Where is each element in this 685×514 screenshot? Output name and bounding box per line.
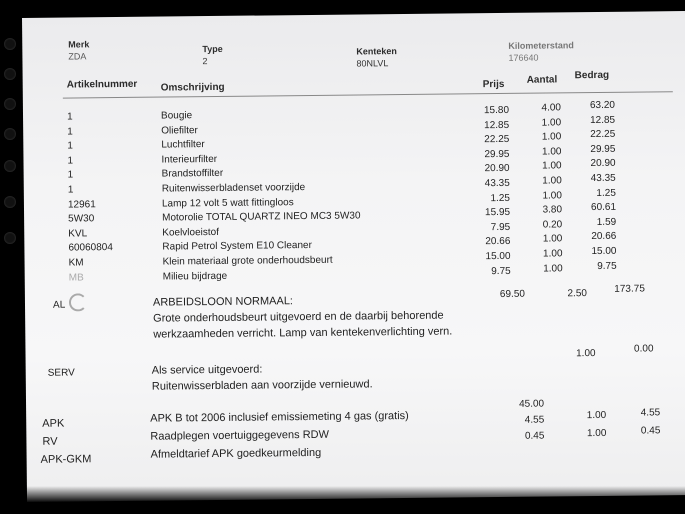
punch-hole-icon <box>4 128 16 140</box>
item-bedrag: 20.66 <box>591 231 617 243</box>
item-prijs: 20.90 <box>484 163 510 175</box>
item-artikelnummer: 1 <box>67 184 74 196</box>
punch-hole-icon <box>4 38 16 50</box>
type-value: 2 <box>202 56 208 67</box>
col-omschrijving: Omschrijving <box>160 81 225 94</box>
labor-aantal: 2.50 <box>567 288 587 300</box>
item-omschrijving: Rapid Petrol System E10 Cleaner <box>162 240 312 253</box>
item-artikelnummer: 12961 <box>67 198 96 211</box>
item-artikelnummer: 1 <box>67 140 73 152</box>
apk-desc: APK B tot 2006 inclusief emissiemeting 4 gas (gratis) <box>150 409 409 425</box>
item-bedrag: 1.25 <box>596 187 616 199</box>
rv-aantal: 1.00 <box>586 427 607 440</box>
labor-title: ARBEIDSLOON NORMAAL: <box>152 295 294 309</box>
rv-bedrag: 0.45 <box>640 425 661 437</box>
punch-hole-icon <box>4 68 16 80</box>
service-code: SERV <box>47 367 75 379</box>
item-artikelnummer: 1 <box>66 111 73 123</box>
item-prijs: 12.85 <box>484 119 510 131</box>
item-artikelnummer: KM <box>68 257 84 269</box>
item-artikelnummer: 60060804 <box>68 242 113 254</box>
punch-hole-icon <box>4 232 16 244</box>
col-aantal: Aantal <box>526 74 558 86</box>
item-aantal: 1.00 <box>542 248 563 260</box>
labor-line-1: Grote onderhoudsbeurt uitgevoerd en de daarbij behorende <box>153 309 444 325</box>
item-bedrag: 63.20 <box>589 99 616 112</box>
item-omschrijving: Interieurfilter <box>161 153 218 166</box>
item-prijs: 9.75 <box>491 265 511 277</box>
item-omschrijving: Bougie <box>160 110 193 122</box>
invoice-sheet <box>22 11 685 502</box>
item-prijs: 15.80 <box>483 104 510 117</box>
item-omschrijving: Ruitenwisserbladenset voorzijde <box>161 182 306 195</box>
bottom-shadow <box>0 486 685 514</box>
kilometerstand-label: Kilometerstand <box>508 40 574 51</box>
item-artikelnummer: MB <box>68 271 84 284</box>
rv-desc: Raadplegen voertuiggegevens RDW <box>150 428 330 443</box>
rv-code: RV <box>42 435 58 448</box>
item-aantal: 1.00 <box>542 160 562 172</box>
service-title: Als service uitgevoerd: <box>151 363 263 377</box>
header-divider <box>63 91 673 98</box>
apk-gkm-code: APK-GKM <box>40 453 92 466</box>
item-bedrag: 60.61 <box>590 201 617 214</box>
item-omschrijving: Koelvloeistof <box>162 226 220 239</box>
item-prijs: 20.66 <box>485 236 511 248</box>
item-aantal: 1.00 <box>542 233 563 245</box>
item-artikelnummer: 5W30 <box>68 213 95 225</box>
apk-prijs: 45.00 <box>518 398 545 410</box>
item-aantal: 1.00 <box>542 175 562 187</box>
kenteken-label: Kenteken <box>356 46 397 57</box>
col-prijs: Prijs <box>482 78 505 91</box>
item-aantal: 0.20 <box>542 219 563 231</box>
item-bedrag: 22.25 <box>590 128 616 141</box>
service-aantal: 1.00 <box>576 348 596 360</box>
service-bedrag: 0.00 <box>633 343 654 355</box>
item-prijs: 1.25 <box>490 192 510 204</box>
item-prijs: 43.35 <box>484 177 510 190</box>
apk-gkm-desc: Afmeldtarief APK goedkeurmelding <box>150 446 322 461</box>
item-omschrijving: Lamp 12 volt 5 watt fittingloos <box>161 196 294 210</box>
col-bedrag: Bedrag <box>574 69 610 82</box>
item-prijs: 15.00 <box>485 250 511 263</box>
item-aantal: 1.00 <box>541 131 562 143</box>
rv-prijs: 0.45 <box>524 430 545 442</box>
item-prijs: 22.25 <box>484 134 510 146</box>
item-bedrag: 20.90 <box>590 158 616 170</box>
stamp-mark-icon <box>69 293 87 311</box>
apk-aantal: 1.00 <box>586 409 607 422</box>
merk-label: Merk <box>68 39 90 50</box>
item-bedrag: 9.75 <box>597 260 617 272</box>
item-aantal: 4.00 <box>541 102 562 114</box>
item-bedrag: 15.00 <box>591 245 617 258</box>
item-artikelnummer: 1 <box>67 155 74 167</box>
item-prijs: 15.95 <box>484 207 511 219</box>
punch-hole-icon <box>4 160 16 172</box>
item-bedrag: 1.59 <box>596 216 617 228</box>
item-aantal: 1.00 <box>541 146 562 158</box>
item-artikelnummer: 1 <box>67 126 73 138</box>
item-bedrag: 12.85 <box>590 114 616 126</box>
item-prijs: 29.95 <box>484 148 510 160</box>
service-line-1: Ruitenwisserbladen aan voorzijde vernieuwd. <box>151 378 373 393</box>
apk-code: APK <box>42 417 65 430</box>
item-bedrag: 29.95 <box>590 143 616 155</box>
item-omschrijving: Luchtfilter <box>161 139 205 151</box>
item-aantal: 1.00 <box>542 189 562 202</box>
apk-prijs-2: 4.55 <box>524 414 545 426</box>
kilometerstand-value: 176640 <box>508 52 539 63</box>
item-omschrijving: Motorolie TOTAL QUARTZ INEO MC3 5W30 <box>162 210 361 224</box>
punch-hole-icon <box>4 196 16 208</box>
item-bedrag: 43.35 <box>590 172 616 185</box>
apk-bedrag: 4.55 <box>640 407 661 419</box>
item-omschrijving: Milieu bijdrage <box>162 270 228 283</box>
item-omschrijving: Klein materiaal grote onderhoudsbeurt <box>162 254 333 268</box>
labor-bedrag: 173.75 <box>614 283 645 295</box>
item-aantal: 1.00 <box>541 116 562 129</box>
punch-hole-icon <box>4 98 16 110</box>
item-artikelnummer: KVL <box>68 228 88 240</box>
item-omschrijving: Brandstoffilter <box>161 168 224 180</box>
kenteken-value: 80NLVL <box>356 58 389 69</box>
labor-code: AL <box>52 299 66 311</box>
item-prijs: 7.95 <box>490 221 511 233</box>
merk-value: ZDA <box>68 51 87 62</box>
item-artikelnummer: 1 <box>67 169 74 181</box>
item-aantal: 3.80 <box>542 204 563 216</box>
col-artikelnummer: Artikelnummer <box>66 78 138 91</box>
labor-prijs: 69.50 <box>499 288 525 301</box>
item-omschrijving: Oliefilter <box>161 124 198 137</box>
type-label: Type <box>202 43 223 55</box>
item-aantal: 1.00 <box>543 262 563 275</box>
labor-line-2: werkzaamheden verricht. Lamp van kentekenverlichting vern. <box>153 325 453 341</box>
